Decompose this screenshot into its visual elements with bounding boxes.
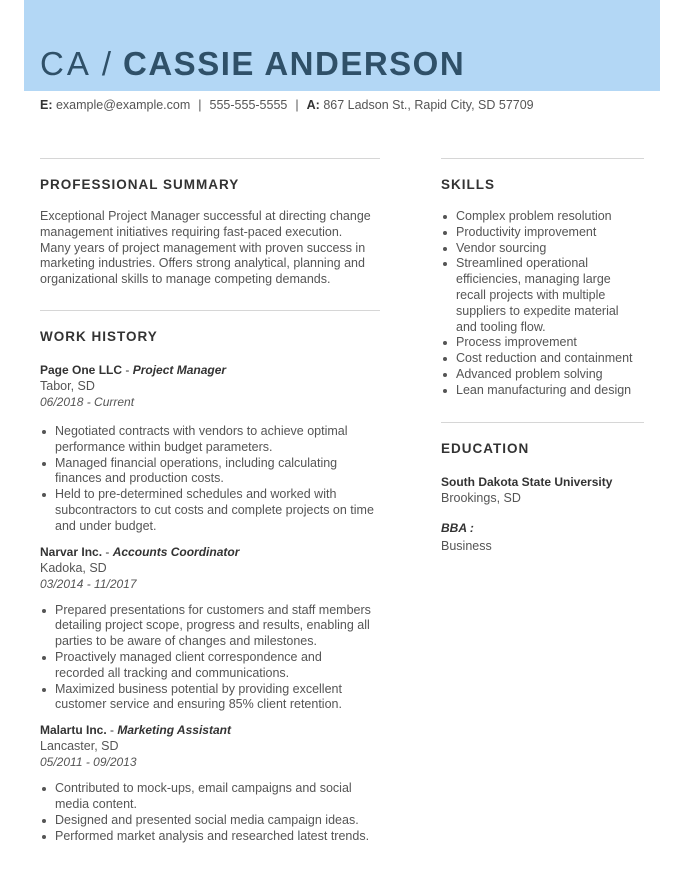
bullet-line: subcontractors to cut costs and complete projects on time <box>55 502 374 517</box>
contact-separator: | <box>295 98 299 112</box>
skill-item <box>441 383 644 399</box>
skill-line: Complex problem resolution <box>456 209 612 223</box>
job-heading <box>40 722 380 738</box>
initials: CA <box>40 45 92 82</box>
bullet-line: Proactively managed client correspondence and <box>55 649 322 664</box>
skill-line: and tooling flow. <box>456 319 546 334</box>
name-line <box>40 44 465 84</box>
bullet-line: Maximized business potential by providing excellent <box>55 681 342 696</box>
job-role: Project Manager <box>132 362 227 377</box>
right-column <box>441 158 644 554</box>
summary-line: Exceptional Project Manager successful at directing change <box>40 209 371 223</box>
edu-degree: BBA : <box>441 520 474 535</box>
skill-line: suppliers to expedite material <box>456 303 619 318</box>
job-dates: 06/2018 - Current <box>40 394 135 409</box>
job-bullets <box>40 424 380 535</box>
skills-list <box>441 209 644 399</box>
skill-item <box>441 367 644 383</box>
address-value: 867 Ladson St., Rapid City, SD 57709 <box>323 98 534 112</box>
bullet-line: Held to pre-determined schedules and worked with <box>55 487 337 502</box>
list-item <box>40 603 380 650</box>
job-heading <box>40 544 380 560</box>
edu-location: Brookings, SD <box>441 490 521 505</box>
job-dates: 03/2014 - 11/2017 <box>40 576 137 591</box>
bullet-line: Prepared presentations for customers and staff members <box>55 602 371 617</box>
job-company: Page One LLC <box>40 362 123 377</box>
section-divider <box>441 158 644 159</box>
left-column <box>40 158 380 844</box>
job-bullets <box>40 603 380 714</box>
skill-item <box>441 225 644 241</box>
job-role: Accounts Coordinator <box>112 544 240 559</box>
job-company: Malartu Inc. <box>40 723 107 738</box>
skill-item <box>441 256 644 335</box>
skill-line: Advanced problem solving <box>456 366 603 381</box>
list-item <box>40 456 380 488</box>
bullet-line: recorded all tracking and communications. <box>55 665 290 680</box>
skill-line: Process improvement <box>456 335 577 350</box>
section-divider <box>441 422 644 423</box>
skill-line: Lean manufacturing and design <box>456 382 632 397</box>
job-dash: - <box>106 723 118 738</box>
bullet-line: Designed and presented social media campaign ideas. <box>55 812 359 827</box>
bullet-line: performance within budget parameters. <box>55 439 273 454</box>
list-item <box>40 487 380 534</box>
bullet-line: media content. <box>55 796 137 811</box>
skill-item <box>441 335 644 351</box>
skill-item <box>441 241 644 257</box>
job-role: Marketing Assistant <box>117 723 231 738</box>
job-dates: 05/2011 - 09/2013 <box>40 755 137 770</box>
bullet-line: Performed market analysis and researched latest trends. <box>55 828 370 843</box>
phone-value: 555-555-5555 <box>209 98 288 112</box>
bullet-line: finances and production costs. <box>55 471 224 486</box>
bullet-line: and under budget. <box>55 518 157 533</box>
job-heading <box>40 362 380 378</box>
bullet-line: detailing project scope, progress and results, enabling all <box>55 618 370 633</box>
list-item <box>40 650 380 682</box>
summary-line: management initiatives requiring fast-paced execution. <box>40 224 343 239</box>
section-divider <box>40 158 380 159</box>
list-item <box>40 424 380 456</box>
list-item <box>40 781 380 813</box>
email-label: E: <box>40 98 53 112</box>
job-company: Narvar Inc. <box>40 544 103 559</box>
bullet-line: parties to be aware of changes and milestones. <box>55 634 317 649</box>
skill-item <box>441 209 644 225</box>
job-dash: - <box>102 544 113 559</box>
skill-line: Vendor sourcing <box>456 240 547 255</box>
section-divider <box>40 310 380 311</box>
job-entry <box>40 362 380 535</box>
bullet-line: Negotiated contracts with vendors to achieve optimal <box>55 423 348 438</box>
contact-separator: | <box>198 98 202 112</box>
job-entry <box>40 722 380 844</box>
summary-text <box>40 209 380 288</box>
list-item <box>40 813 380 829</box>
skill-line: Streamlined operational <box>456 256 589 271</box>
email-value: example@example.com <box>55 98 191 112</box>
skill-line: Cost reduction and containment <box>456 351 633 366</box>
full-name: CASSIE ANDERSON <box>123 45 466 82</box>
job-location: Kadoka, SD <box>40 560 107 575</box>
skills-title: SKILLS <box>441 177 496 192</box>
bullet-line: customer service and ensuring 85% client retention. <box>55 697 342 712</box>
skill-line: efficiencies, managing large <box>456 272 611 287</box>
summary-title: PROFESSIONAL SUMMARY <box>40 177 240 192</box>
job-dash: - <box>122 362 133 377</box>
job-bullets <box>40 781 380 844</box>
name-slash: / <box>101 45 112 82</box>
skill-item <box>441 351 644 367</box>
header-band <box>24 0 660 91</box>
job-entry <box>40 544 380 714</box>
work-title: WORK HISTORY <box>40 328 158 344</box>
job-location: Lancaster, SD <box>40 739 119 754</box>
bullet-line: Managed financial operations, including calculating <box>55 455 338 470</box>
skill-line: recall projects with multiple <box>456 287 606 302</box>
edu-school: South Dakota State University <box>441 474 613 489</box>
summary-line: organizational skills to manage competing demands. <box>40 272 331 287</box>
summary-line: marketing industries. Offers strong analytical, planning and <box>40 256 365 271</box>
job-location: Tabor, SD <box>40 378 95 393</box>
list-item <box>40 682 380 714</box>
edu-field: Business <box>441 538 492 553</box>
list-item <box>40 829 380 845</box>
bullet-line: Contributed to mock-ups, email campaigns and social <box>55 781 352 796</box>
skill-line: Productivity improvement <box>456 224 597 239</box>
contact-line <box>40 98 534 112</box>
address-label: A: <box>306 98 320 112</box>
summary-line: Many years of project management with proven success in <box>40 240 366 255</box>
education-title: EDUCATION <box>441 440 530 456</box>
